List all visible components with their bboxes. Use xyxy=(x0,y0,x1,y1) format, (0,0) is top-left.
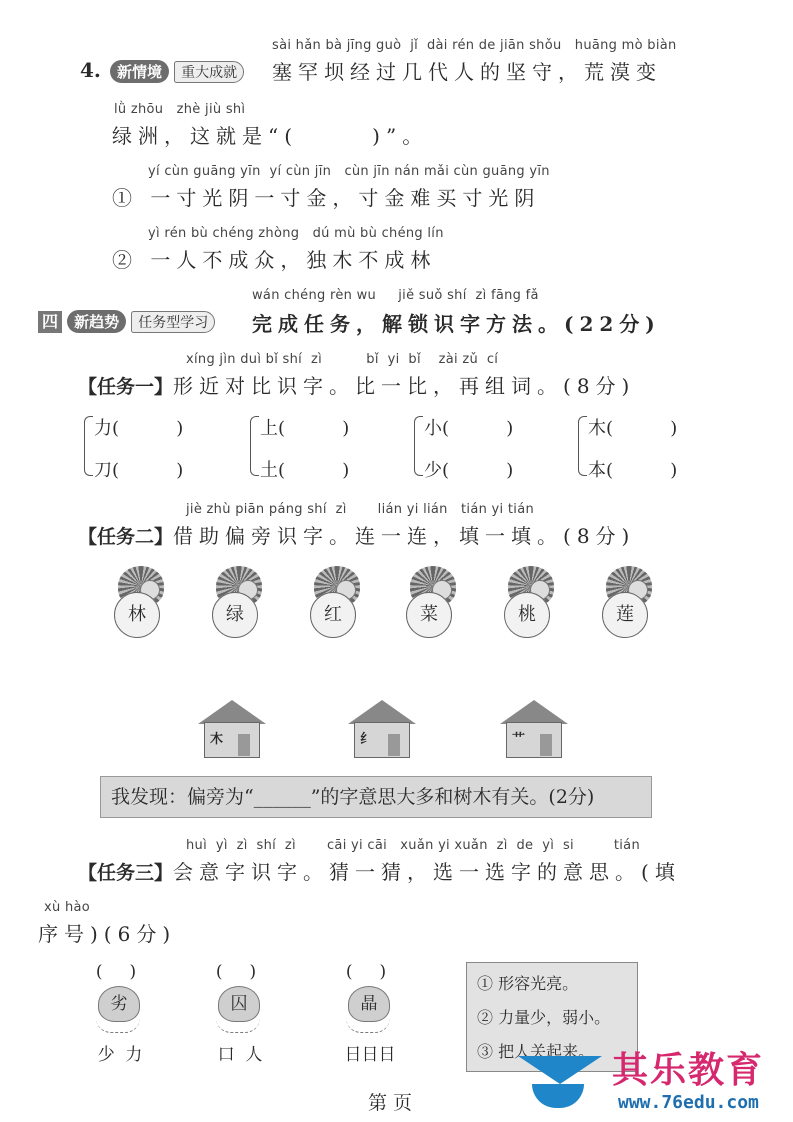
hedgehog-char: 林 xyxy=(114,592,160,638)
octopus-parts: 口 人 xyxy=(217,1045,263,1065)
pair-top[interactable]: 上( ) xyxy=(260,418,350,439)
pair-bottom[interactable]: 土( ) xyxy=(260,460,350,481)
q4-pinyin-line2: lǜ zhōu zhè jiù shì xyxy=(114,102,246,117)
task1-text: 形近对比识字。比一比，再组词。(8分) xyxy=(173,374,636,398)
pair-bottom[interactable]: 刀( ) xyxy=(94,460,184,481)
octopus-icon: 晶 xyxy=(348,986,390,1022)
hedgehog-char: 红 xyxy=(310,592,356,638)
octopus-parts: 少 力 xyxy=(97,1045,143,1065)
section4-badge: 新趋势 xyxy=(67,310,126,333)
q4-tag: 重大成就 xyxy=(174,61,244,83)
q4-option2-pinyin: yì rén bù chéng zhòng dú mù bù chéng lín xyxy=(148,226,444,241)
q4-option1-pinyin: yí cùn guāng yīn yí cùn jīn cùn jīn nán mǎi cùn guāng yīn xyxy=(148,164,550,179)
task1-pair-4 xyxy=(578,412,718,482)
q4-badge-group xyxy=(110,60,244,83)
hedgehog-card-1[interactable] xyxy=(110,566,170,646)
section4-number: 四 xyxy=(38,311,62,333)
logo-url: www.76edu.com xyxy=(618,1092,759,1113)
q4-badge: 新情境 xyxy=(110,60,169,83)
page-footer: 第 页 xyxy=(368,1092,413,1114)
hedgehog-card-2[interactable] xyxy=(208,566,268,646)
pair-top[interactable]: 小( ) xyxy=(424,418,514,439)
meaning-option-2[interactable]: ② 力量少，弱小。 xyxy=(477,1008,611,1027)
logo-name: 其乐教育 xyxy=(612,1050,765,1091)
section4-header xyxy=(38,310,215,333)
house-radical-2[interactable] xyxy=(348,700,412,758)
task1-label: 【任务一】 xyxy=(78,376,174,398)
q4-text-line2: 绿洲，这就是“( )”。 xyxy=(112,124,429,148)
house-radical-1[interactable] xyxy=(198,700,262,758)
octopus-card-1[interactable] xyxy=(86,962,146,1065)
answer-blank[interactable]: ( ) xyxy=(215,962,257,982)
pair-top[interactable]: 木( ) xyxy=(588,418,678,439)
task2-text: 借助偏旁识字。连一连，填一填。(8分) xyxy=(173,524,636,548)
q4-number: 4. xyxy=(80,58,101,82)
task1-pinyin: xíng jìn duì bǐ shí zì bǐ yi bǐ zài zǔ cí xyxy=(186,352,499,367)
house-radical: 木 xyxy=(210,732,224,747)
task3-pinyin: huì yì zì shí zì cāi yi cāi xuǎn yi xuǎn zì de yì si tián xyxy=(186,838,640,853)
section4-tag: 任务型学习 xyxy=(131,311,215,333)
hedgehog-char: 桃 xyxy=(504,592,550,638)
q4-option1[interactable]: ① 一寸光阴一寸金，寸金难买寸光阴 xyxy=(112,186,541,210)
house-radical: 纟 xyxy=(360,732,374,747)
task3-text2: 序号)(6分) xyxy=(38,922,177,946)
house-icon xyxy=(348,700,416,724)
graduation-cap-icon xyxy=(518,1056,602,1084)
octopus-icon: 劣 xyxy=(98,986,140,1022)
answer-blank[interactable]: ( ) xyxy=(95,962,137,982)
discovery-box[interactable]: 我发现：偏旁为“______”的字意思大多和树木有关。(2分) xyxy=(100,776,652,818)
octopus-card-3[interactable] xyxy=(336,962,396,1065)
task3-line xyxy=(78,856,681,885)
hedgehog-card-4[interactable] xyxy=(402,566,462,646)
pair-bottom[interactable]: 少( ) xyxy=(424,460,514,481)
task3-text: 会意字识字。猜一猜，选一选字的意思。(填 xyxy=(173,860,681,884)
hedgehog-card-5[interactable] xyxy=(500,566,560,646)
hedgehog-char: 莲 xyxy=(602,592,648,638)
q4-pinyin-line1: sài hǎn bà jīng guò jǐ dài rén de jiān shǒu huāng mò biàn xyxy=(272,38,677,53)
meaning-option-1[interactable]: ① 形容光亮。 xyxy=(477,974,579,993)
hedgehog-card-3[interactable] xyxy=(306,566,366,646)
house-icon xyxy=(500,700,568,724)
hedgehog-char: 绿 xyxy=(212,592,258,638)
task3-pinyin2: xù hào xyxy=(44,900,91,915)
answer-blank[interactable]: ( ) xyxy=(345,962,387,982)
q4-option2[interactable]: ② 一人不成众，独木不成林 xyxy=(112,248,437,272)
pair-top[interactable]: 力( ) xyxy=(94,418,184,439)
task1-line xyxy=(78,370,635,399)
task2-line xyxy=(78,520,635,549)
q4-text-line1: 塞罕坝经过几代人的坚守，荒漠变 xyxy=(272,60,662,84)
pair-bottom[interactable]: 本( ) xyxy=(588,460,678,481)
house-radical-3[interactable] xyxy=(500,700,564,758)
task1-pair-2 xyxy=(250,412,390,482)
task1-pair-1 xyxy=(84,412,224,482)
section4-title: 完成任务，解锁识字方法。(22分) xyxy=(252,312,661,336)
house-radical: 艹 xyxy=(512,732,526,747)
hedgehog-card-6[interactable] xyxy=(598,566,658,646)
meaning-option-3[interactable]: ③ 把人关起来。 xyxy=(477,1042,595,1061)
task1-pair-3 xyxy=(414,412,554,482)
task2-pinyin: jiè zhù piān páng shí zì lián yi lián tián yi tián xyxy=(186,502,535,517)
task3-label: 【任务三】 xyxy=(78,862,174,884)
octopus-parts: 日日日 xyxy=(344,1045,396,1065)
house-icon xyxy=(198,700,266,724)
octopus-card-2[interactable] xyxy=(206,962,266,1065)
hedgehog-char: 菜 xyxy=(406,592,452,638)
site-logo[interactable] xyxy=(510,1040,790,1122)
section4-pinyin: wán chéng rèn wu jiě suǒ shí zì fāng fǎ xyxy=(252,288,539,303)
task2-label: 【任务二】 xyxy=(78,526,174,548)
octopus-icon: 囚 xyxy=(218,986,260,1022)
